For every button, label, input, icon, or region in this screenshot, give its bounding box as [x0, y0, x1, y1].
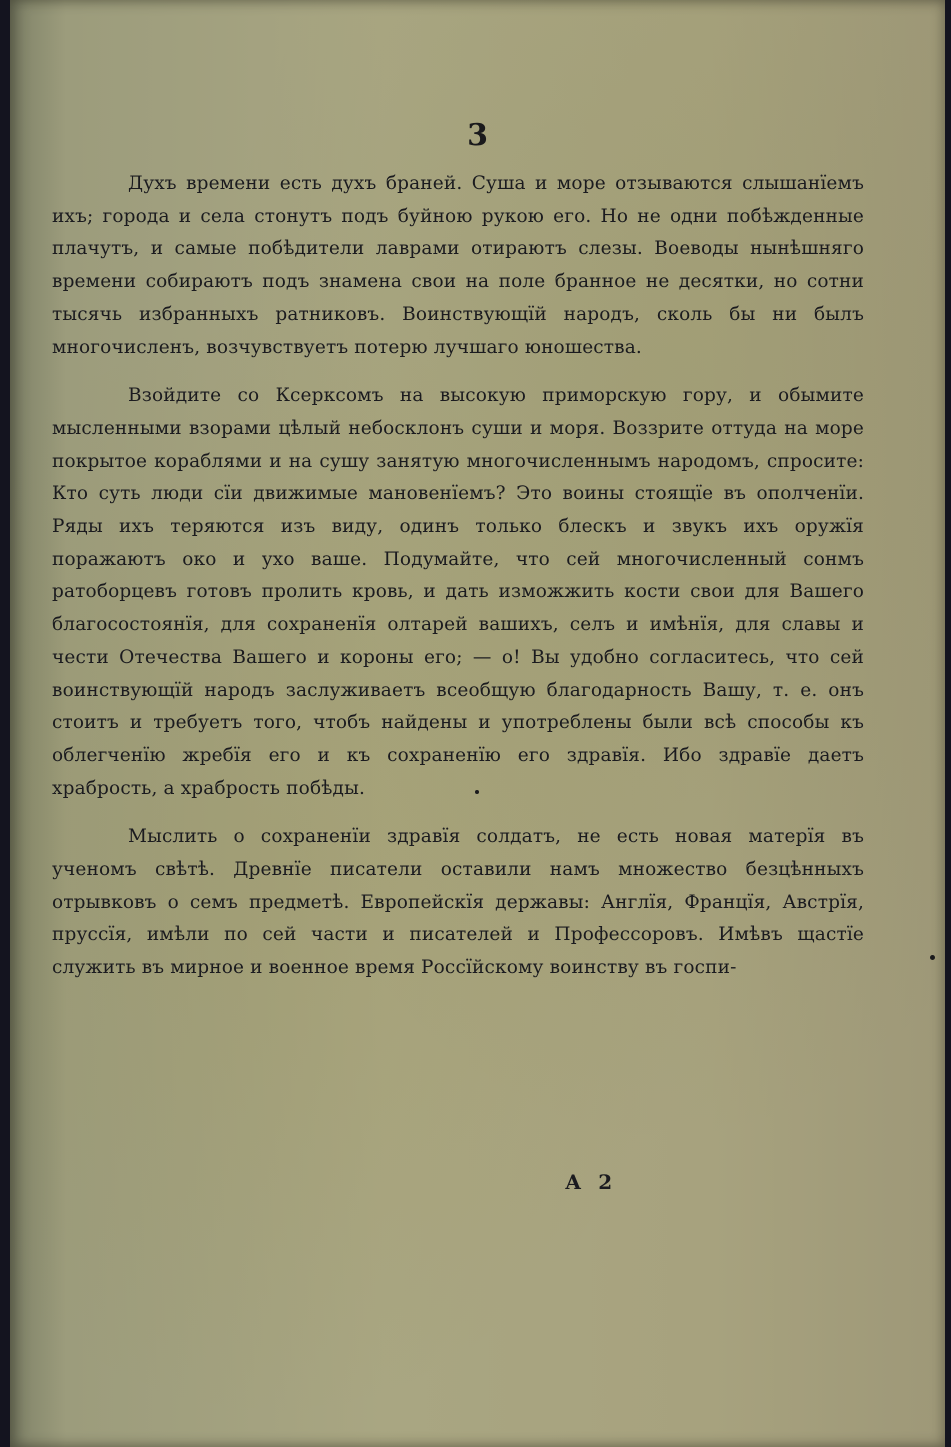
body-text — [52, 168, 864, 985]
paragraph: Взойдите со Ксерксомъ на высокую приморскую гору, и обымите мысленными взорами цѣлый небосклонъ суши и моря. Воззрите оттуда на море покрытое кораблями и на сушу занятую многочисленнымъ народомъ, спросите: Кто суть люди сїи движимые мановенїемъ? Это воины стоящїе въ ополченїи. Ряды ихъ теряются изъ виду, одинъ только блескъ и звукъ ихъ оружїя поражаютъ око и ухо ваше. Подумайте, что сей многочисленный сонмъ ратоборцевъ готовъ пролить кровь, и дать изможжить кости свои для Вашего благосостоянїя, для сохраненїя олтарей вашихъ, селъ и имѣнїя, для славы и чести Отечества Вашего и короны его; — о! Вы удобно согласитесь, что сей воинствующїй народъ заслуживаетъ всеобщую благодарность Вашу, т. е. онъ стоитъ и требуетъ того, чтобъ найдены и употреблены были всѣ способы къ облегченїю жребїя его и къ сохраненїю его здравїя. Ибо здравїе даетъ храбрость, а храбрость побѣды. — [52, 385, 864, 799]
paragraph: Мыслить о сохраненїи здравїя солдатъ, не есть новая матерїя въ ученомъ свѣтѣ. Древнїе писатели оставили намъ множество безцѣнныхъ отрывковъ о семъ предметѣ. Европейскїя державы: Англїя, Францїя, Австрїя, пруссїя, имѣли по сей части и писателей и Профессоровъ. Имѣвъ щастїе служить въ мирное и военное время Россїйскому воинству въ госпи- — [52, 826, 864, 979]
ink-speck — [475, 790, 479, 794]
ink-speck — [930, 955, 935, 960]
page-number: 3 — [467, 118, 488, 153]
paragraph: Духъ времени есть духъ браней. Суша и море отзываются слышанїемъ ихъ; города и села стонутъ подъ буйною рукою его. Но не одни побѣжденные плачутъ, и самые побѣдители лаврами отираютъ слезы. Воеводы нынѣшняго времени собираютъ подъ знамена свои на поле бранное не десятки, но сотни тысячь избранныхъ ратниковъ. Воинствующїй народъ, сколь бы ни былъ многочисленъ, возчувствуетъ потерю лучшаго юношества. — [52, 173, 864, 358]
signature-mark: А 2 — [565, 1170, 613, 1194]
book-page — [10, 0, 945, 1447]
